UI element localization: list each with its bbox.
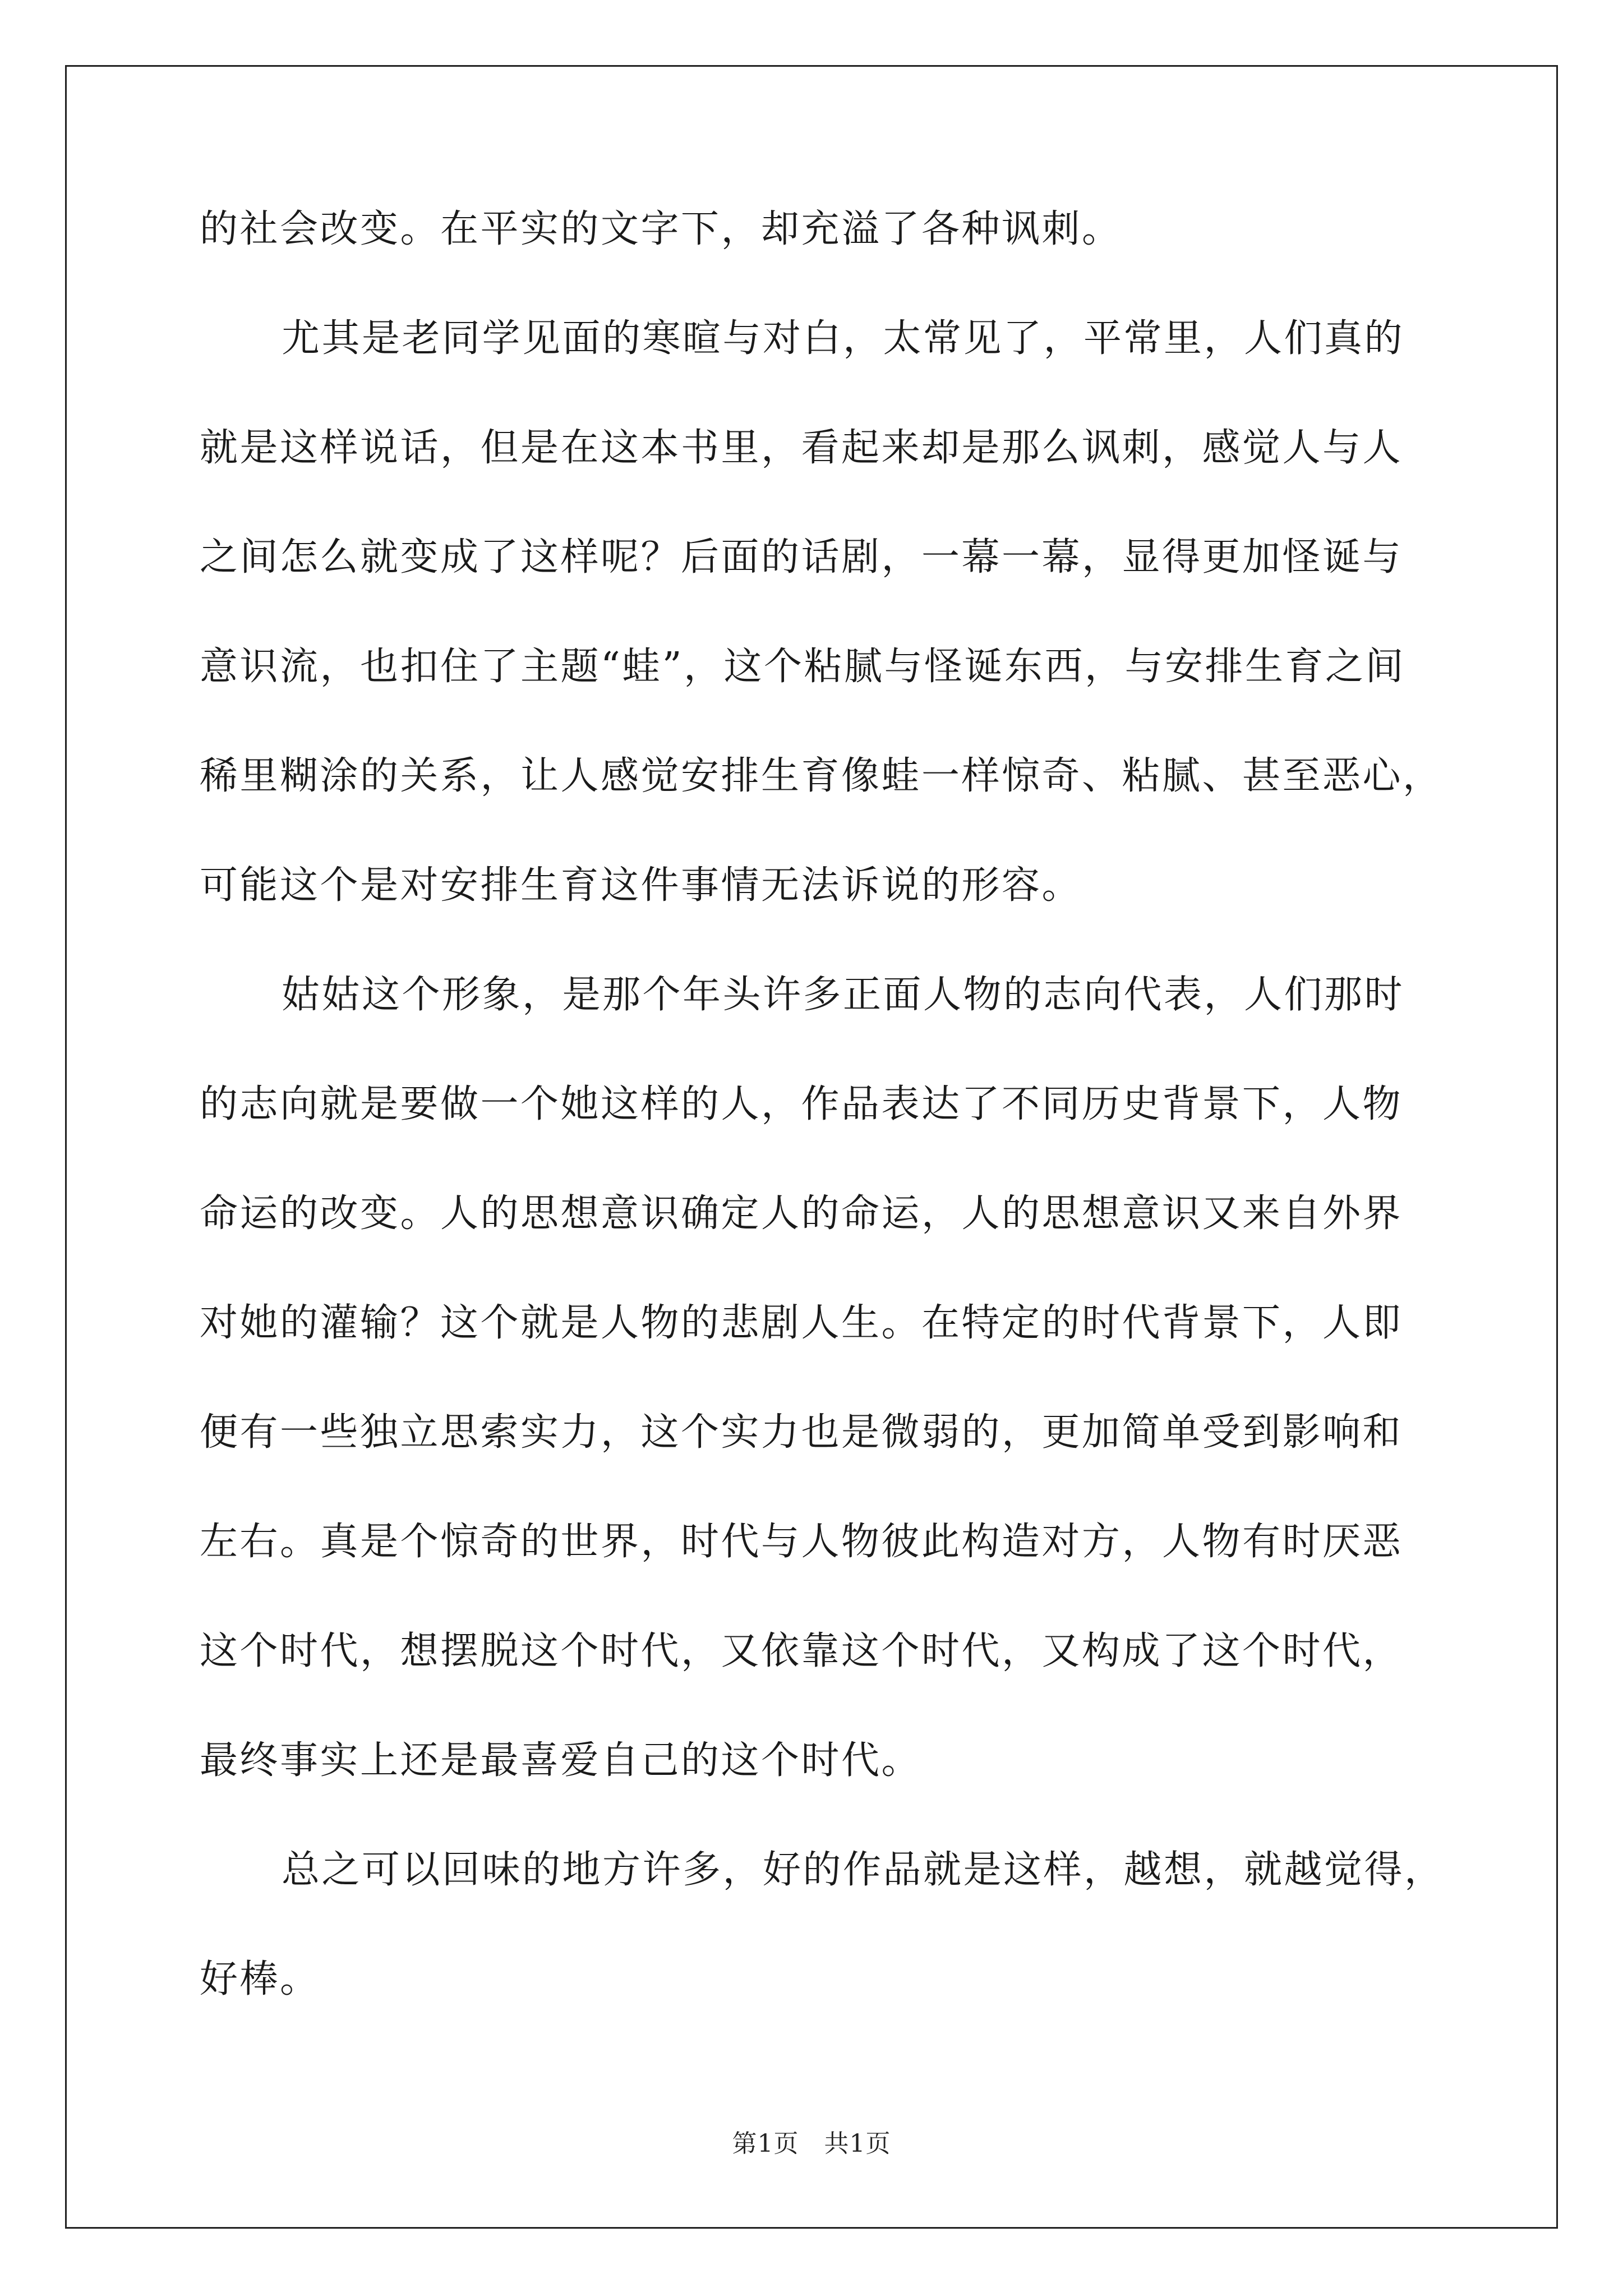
paragraph-1 xyxy=(200,207,1469,251)
text-line: 便有一些独立思索实力，这个实力也是微弱的，更加简单受到影响和 xyxy=(200,1410,1403,1455)
text-line: 总之可以回味的地方许多，好的作品就是这样，越想，就越觉得， xyxy=(282,1848,1445,1892)
text-line: 的志向就是要做一个她这样的人，作品表达了不同历史背景下，人物 xyxy=(200,1082,1403,1126)
text-line: 姑姑这个形象，是那个年头许多正面人物的志向代表，人们那时 xyxy=(282,973,1405,1017)
text-line: 左右。真是个惊奇的世界，时代与人物彼此构造对方，人物有时厌恶 xyxy=(200,1520,1403,1564)
text-line: 的社会改变。在平实的文字下，却充溢了各种讽刺。 xyxy=(200,207,1122,251)
page-number-footer: 第1页 共1页 xyxy=(732,2129,891,2158)
paragraph-2 xyxy=(200,316,1469,908)
text-line: 意识流，也扣住了主题“蛙”，这个粘腻与怪诞东西，与安排生育之间 xyxy=(200,645,1406,689)
text-line: 命运的改变。人的思想意识确定人的命运，人的思想意识又来自外界 xyxy=(200,1191,1403,1236)
text-line: 好棒。 xyxy=(200,1957,320,2001)
text-line: 可能这个是对安排生育这件事情无法诉说的形容。 xyxy=(200,863,1082,908)
text-line: 稀里糊涂的关系，让人感觉安排生育像蛙一样惊奇、粘腻、甚至恶心， xyxy=(200,754,1443,798)
text-line: 对她的灌输？这个就是人物的悲剧人生。在特定的时代背景下，人即 xyxy=(200,1301,1403,1345)
paragraph-4 xyxy=(200,1848,1469,2001)
document-body xyxy=(200,207,1469,2070)
text-line: 之间怎么就变成了这样呢？后面的话剧，一幕一幕，显得更加怪诞与 xyxy=(200,535,1403,579)
text-line: 最终事实上还是最喜爱自己的这个时代。 xyxy=(200,1738,922,1783)
text-line: 就是这样说话，但是在这本书里，看起来却是那么讽刺，感觉人与人 xyxy=(200,426,1403,470)
paragraph-3 xyxy=(200,973,1469,1783)
text-line: 这个时代，想摆脱这个时代，又依靠这个时代，又构成了这个时代， xyxy=(200,1629,1403,1673)
text-line: 尤其是老同学见面的寒暄与对白，太常见了，平常里，人们真的 xyxy=(282,316,1405,361)
